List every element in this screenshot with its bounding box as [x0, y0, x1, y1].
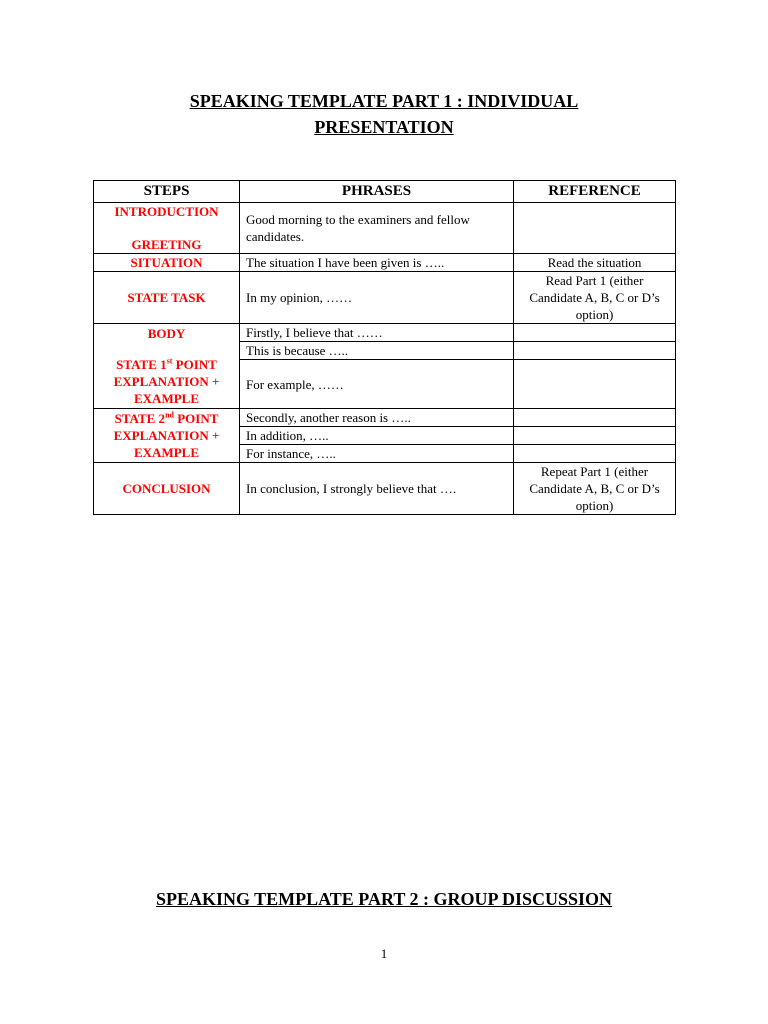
reference-for-example	[514, 360, 676, 409]
reference-firstly	[514, 324, 676, 342]
table-row	[94, 254, 676, 272]
reference-for-instance	[514, 445, 676, 463]
step-point2	[94, 409, 240, 463]
reference-situation: Read the situation	[514, 254, 676, 272]
phrase-greeting: Good morning to the examiners and fellow candidates.	[240, 203, 514, 254]
phrase-because: This is because …..	[240, 342, 514, 360]
phrase-in-addition: In addition, …..	[240, 427, 514, 445]
reference-greeting	[514, 203, 676, 254]
step-point2-label: STATE 2nd POINT	[114, 410, 219, 426]
step-introduction	[94, 203, 240, 254]
phrase-conclusion: In conclusion, I strongly believe that ….	[240, 463, 514, 515]
table-row	[94, 409, 676, 427]
step-situation: SITUATION	[94, 254, 240, 272]
phrase-for-example: For example, ……	[240, 360, 514, 409]
phrase-situation: The situation I have been given is …..	[240, 254, 514, 272]
step-greeting-label: GREETING	[131, 237, 202, 252]
header-steps: STEPS	[94, 181, 240, 203]
step-example2-label: EXAMPLE	[134, 445, 199, 460]
step-conclusion: CONCLUSION	[94, 463, 240, 515]
step-body-point1	[94, 324, 240, 409]
reference-because	[514, 342, 676, 360]
header-reference: REFERENCE	[514, 181, 676, 203]
page-title	[0, 88, 768, 140]
step-introduction-label: INTRODUCTION	[114, 204, 219, 219]
reference-in-addition	[514, 427, 676, 445]
step-point1-label: STATE 1st POINT	[116, 356, 217, 372]
page-number: 1	[380, 946, 388, 961]
step-point1-block	[98, 356, 235, 407]
table-row	[94, 463, 676, 515]
section-title-part2: SPEAKING TEMPLATE PART 2 : GROUP DISCUSSION	[155, 889, 613, 909]
phrase-secondly: Secondly, another reason is …..	[240, 409, 514, 427]
phrase-task: In my opinion, ……	[240, 272, 514, 324]
reference-conclusion: Repeat Part 1 (either Candidate A, B, C or D’s option)	[514, 463, 676, 515]
reference-task: Read Part 1 (either Candidate A, B, C or D’s option)	[514, 272, 676, 324]
step-example1-label: EXAMPLE	[134, 391, 199, 406]
title-line-1: SPEAKING TEMPLATE PART 1 : INDIVIDUAL	[189, 91, 579, 111]
speaking-template-table	[93, 180, 676, 515]
step-body-label: BODY	[147, 326, 186, 341]
title-line-2: PRESENTATION	[314, 117, 454, 137]
header-phrases: PHRASES	[240, 181, 514, 203]
step-state-task: STATE TASK	[94, 272, 240, 324]
step-explanation1-label: EXPLANATION +	[113, 374, 220, 389]
reference-secondly	[514, 409, 676, 427]
phrase-for-instance: For instance, …..	[240, 445, 514, 463]
table-row	[94, 272, 676, 324]
table-header-row	[94, 181, 676, 203]
step-explanation2-label: EXPLANATION +	[113, 428, 220, 443]
phrase-firstly: Firstly, I believe that ……	[240, 324, 514, 342]
table-row	[94, 324, 676, 342]
table-row	[94, 203, 676, 254]
